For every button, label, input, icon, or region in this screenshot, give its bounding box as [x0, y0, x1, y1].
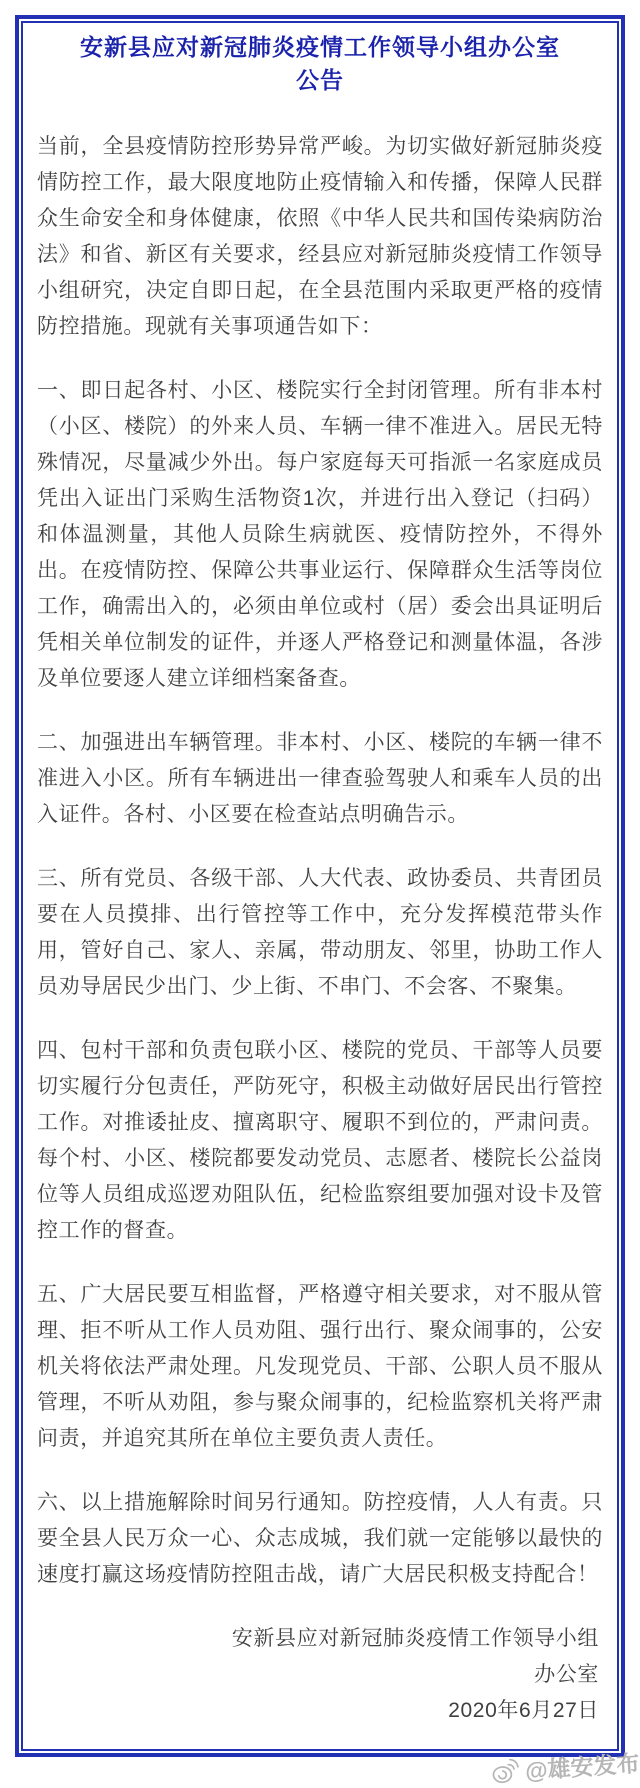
document-content	[23, 23, 617, 1749]
document-subtitle: 公告	[296, 67, 344, 93]
body-paragraph: 二、加强进出车辆管理。非本村、小区、楼院的车辆一律不准进入小区。所有车辆进出一律查验驾驶人和乘车人员的出入证件。各村、小区要在检查站点明确告示。	[37, 731, 603, 826]
body-paragraph: 四、包村干部和负责包联小区、楼院的党员、干部等人员要切实履行分包责任，严防死守，积极主动做好居民出行管控工作。对推诿扯皮、擅离职守、履职不到位的，严肃问责。每个村、小区、楼院都要发动党员、志愿者、楼院长公益岗位等人员组成巡逻劝阻队伍，纪检监察组要加强对设卡及管控工作的督查。	[37, 1039, 603, 1242]
document-border-frame	[15, 15, 625, 1757]
document-title: 安新县应对新冠肺炎疫情工作领导小组办公室	[80, 34, 560, 60]
weibo-icon	[489, 1756, 521, 1785]
body-paragraph: 五、广大居民要互相监督，严格遵守相关要求，对不服从管理、拒不听从工作人员劝阻、强行出行、聚众闹事的，公安机关将依法严肃处理。凡发现党员、干部、公职人员不服从管理，不听从劝阻，参与聚众闹事的，纪检监察机关将严肃问责，并追究其所在单位主要负责人责任。	[37, 1283, 603, 1450]
watermark-handle: @雄安发布	[523, 1750, 640, 1784]
announcement-body	[37, 129, 603, 1593]
signature-line: 安新县应对新冠肺炎疫情工作领导小组	[231, 1627, 599, 1650]
signature-block	[37, 1621, 603, 1729]
body-paragraph: 六、以上措施解除时间另行通知。防控疫情，人人有责。只要全县人民万众一心、众志成城，我们就一定能够以最快的速度打赢这场疫情防控阻击战，请广大居民积极支持配合！	[37, 1491, 603, 1586]
document-inner-border	[21, 21, 619, 1751]
body-paragraph: 三、所有党员、各级干部、人大代表、政协委员、共青团员要在人员摸排、出行管控等工作中，充分发挥模范带头作用，管好自己、家人、亲属，带动朋友、邻里，协助工作人员劝导居民少出门、少上街、不串门、不会客、不聚集。	[37, 867, 603, 998]
body-paragraph: 一、即日起各村、小区、楼院实行全封闭管理。所有非本村（小区、楼院）的外来人员、车辆一律不准进入。居民无特殊情况，尽量减少外出。每户家庭每天可指派一名家庭成员凭出入证出门采购生活物资1次，并进行出入登记（扫码）和体温测量，其他人员除生病就医、疫情防控外，不得外出。在疫情防控、保障公共事业运行、保障群众生活等岗位工作，确需出入的，必须由单位或村（居）委会出具证明后凭相关单位制发的证件，并逐人严格登记和测量体温，各涉及单位要逐人建立详细档案备查。	[37, 379, 603, 690]
signature-line: 办公室	[534, 1663, 599, 1686]
body-paragraph: 当前，全县疫情防控形势异常严峻。为切实做好新冠肺炎疫情防控工作，最大限度地防止疫情输入和传播，保障人民群众生命安全和身体健康，依照《中华人民共和国传染病防治法》和省、新区有关要求，经县应对新冠肺炎疫情工作领导小组研究，决定自即日起，在全县范围内采取更严格的疫情防控措施。现就有关事项通告如下：	[37, 135, 603, 338]
signature-line: 2020年6月27日	[448, 1699, 599, 1722]
